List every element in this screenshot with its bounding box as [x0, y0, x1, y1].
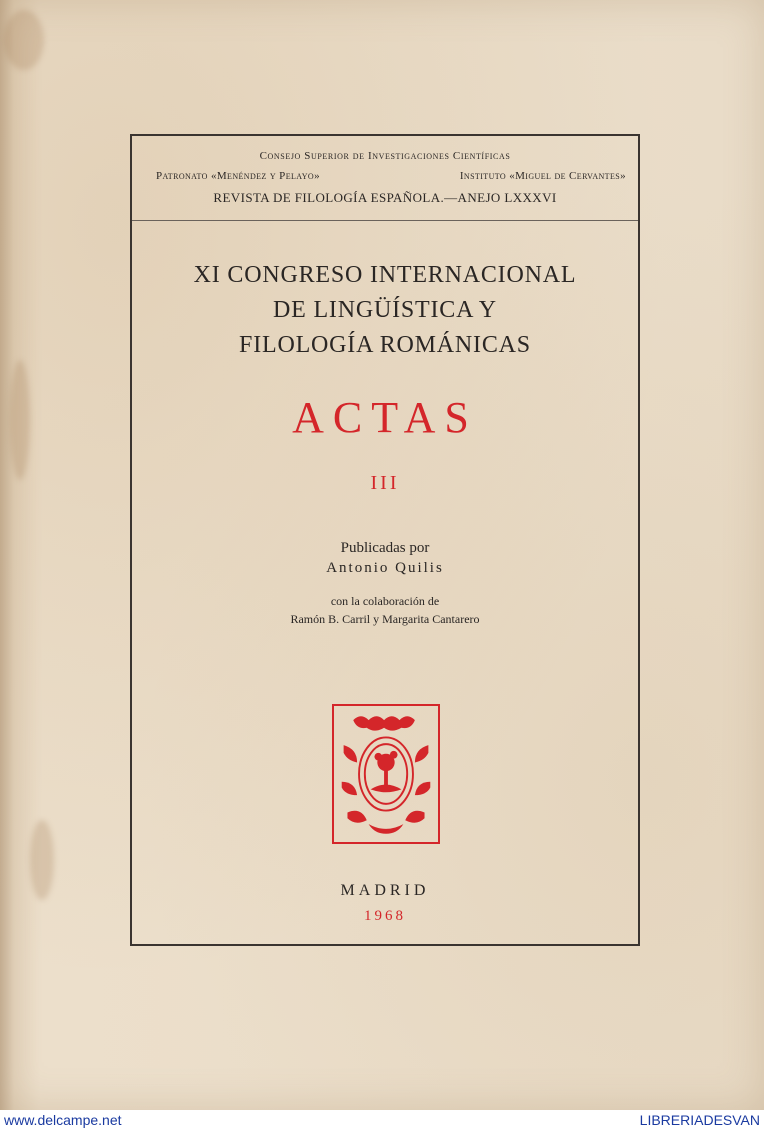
published-by-label: Publicadas por	[340, 540, 430, 556]
title-line: FILOLOGÍA ROMÁNICAS	[239, 332, 531, 358]
watermark-footer	[0, 1110, 764, 1130]
publication-place: MADRID	[340, 882, 430, 899]
publisher-header	[132, 136, 638, 221]
title-line: XI CONGRESO INTERNACIONAL	[193, 262, 577, 288]
collaborator-names: Ramón B. Carril y Margarita Cantarero	[290, 612, 480, 626]
volume-number: III	[370, 472, 400, 494]
institute-name: Instituto «Miguel de Cervantes»	[459, 170, 626, 182]
paper-stain	[30, 820, 54, 900]
seller-watermark: LIBRERIADESVAN	[639, 1112, 760, 1128]
paper-stain	[4, 10, 44, 70]
patronato-name: Patronato «Menéndez y Pelayo»	[156, 170, 320, 182]
site-watermark-link[interactable]: www.delcampe.net	[4, 1112, 122, 1128]
series-name: REVISTA DE FILOLOGÍA ESPAÑOLA.—ANEJO LXXXVI	[213, 190, 557, 205]
title-frame	[130, 134, 640, 946]
editor-name: Antonio Quilis	[326, 560, 444, 576]
paper-stain	[10, 360, 30, 480]
publication-year: 1968	[364, 908, 406, 924]
congress-title	[132, 258, 638, 363]
publisher-emblem-icon	[332, 704, 440, 844]
collaboration-label: con la colaboración de	[330, 594, 440, 608]
institutions-row	[156, 170, 626, 182]
main-title: ACTAS	[292, 393, 478, 442]
title-line: DE LINGÜÍSTICA Y	[273, 297, 497, 323]
council-name: Consejo Superior de Investigaciones Científicas	[259, 150, 511, 162]
